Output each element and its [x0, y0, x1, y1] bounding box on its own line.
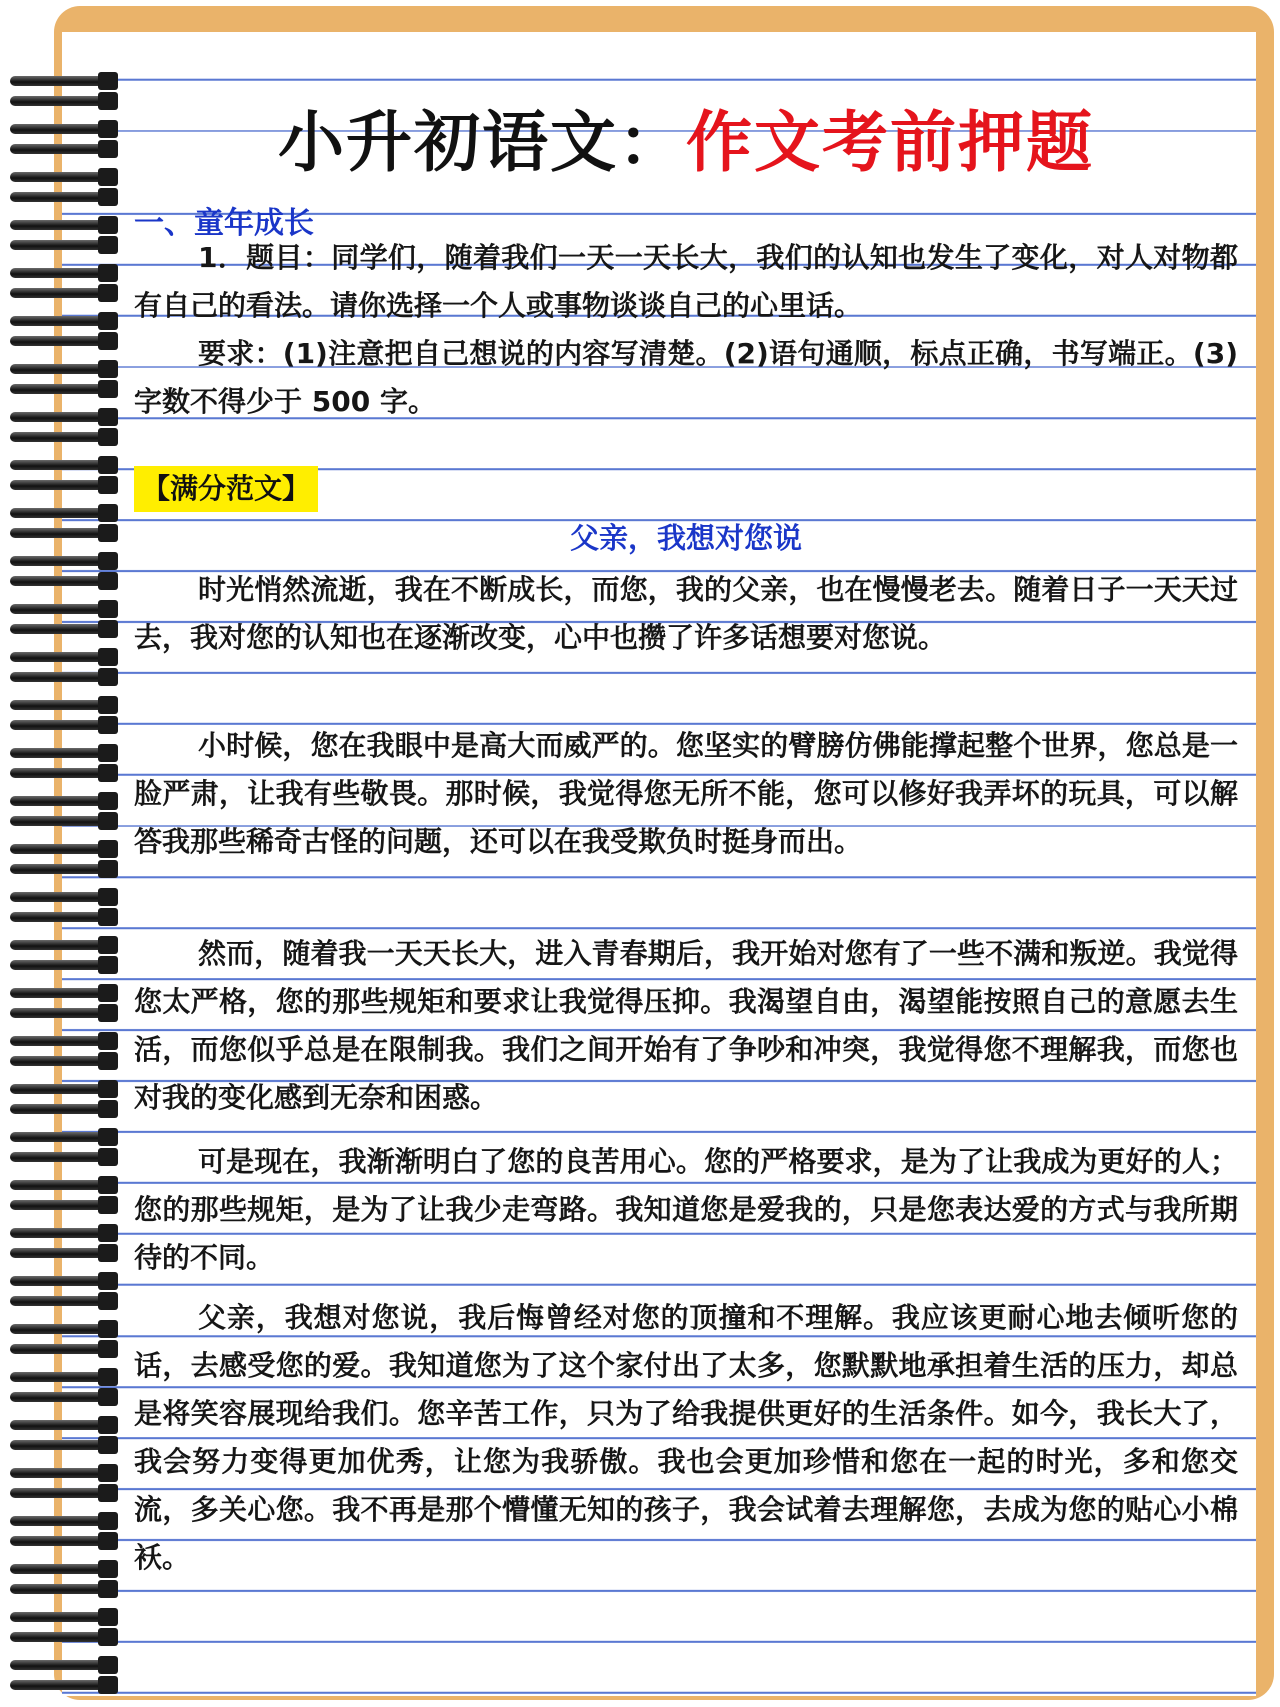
- binding-ring: [10, 1032, 114, 1050]
- binding-ring: [10, 380, 114, 398]
- title-part-2: 作文考前押题: [686, 104, 1094, 181]
- prompt-paragraph: 1．题目：同学们，随着我们一天一天长大，我们的认知也发生了变化，对人对物都有自己的看法。请你选择一个人或事物谈谈自己的心里话。: [134, 241, 1238, 322]
- title-part-1: 小升初语文：: [278, 104, 686, 181]
- binding-ring: [10, 504, 114, 522]
- essay-paragraph-3: 然而，随着我一天天长大，进入青春期后，我开始对您有了一些不满和叛逆。我觉得您太严格，您的那些规矩和要求让我觉得压抑。我渴望自由，渴望能按照自己的意愿去生活，而您似乎总是在限制我。我们之间开始有了争吵和冲突，我觉得您不理解我，而您也对我的变化感到无奈和困惑。: [134, 937, 1238, 1114]
- binding-ring: [10, 552, 114, 570]
- binding-ring: [10, 744, 114, 762]
- binding-ring: [10, 620, 114, 638]
- binding-ring: [10, 1464, 114, 1482]
- binding-ring: [10, 360, 114, 378]
- binding-ring: [10, 1676, 114, 1694]
- binding-ring: [10, 1004, 114, 1022]
- binding-ring: [10, 600, 114, 618]
- model-essay-badge: 【满分范文】: [134, 466, 318, 512]
- binding-ring: [10, 1628, 114, 1646]
- binding-ring: [10, 908, 114, 926]
- essay-paragraph-2: 小时候，您在我眼中是高大而威严的。您坚实的臂膀仿佛能撑起整个世界，您总是一脸严肃，让我有些敬畏。那时候，我觉得您无所不能，您可以修好我弄坏的玩具，可以解答我那些稀奇古怪的问题，还可以在我受欺负时挺身而出。: [134, 729, 1238, 858]
- binding-ring: [10, 1292, 114, 1310]
- binding-ring: [10, 1080, 114, 1098]
- binding-ring: [10, 1148, 114, 1166]
- binding-ring: [10, 860, 114, 878]
- binding-ring: [10, 1196, 114, 1214]
- binding-ring: [10, 284, 114, 302]
- binding-ring: [10, 984, 114, 1002]
- binding-ring: [10, 956, 114, 974]
- binding-ring: [10, 1580, 114, 1598]
- binding-ring: [10, 1484, 114, 1502]
- binding-ring: [10, 1340, 114, 1358]
- binding-ring: [10, 1320, 114, 1338]
- binding-ring: [10, 312, 114, 330]
- binding-ring: [10, 792, 114, 810]
- binding-ring: [10, 92, 114, 110]
- binding-ring: [10, 812, 114, 830]
- essay-paragraph-4: 可是现在，我渐渐明白了您的良苦用心。您的严格要求，是为了让我成为更好的人；您的那些规矩，是为了让我少走弯路。我知道您是爱我的，只是您表达爱的方式与我所期待的不同。: [134, 1145, 1238, 1274]
- binding-ring: [10, 1100, 114, 1118]
- binding-ring: [10, 764, 114, 782]
- page-title: [134, 98, 1238, 188]
- binding-ring: [10, 888, 114, 906]
- binding-ring: [10, 716, 114, 734]
- binding-ring: [10, 1052, 114, 1070]
- binding-ring: [10, 936, 114, 954]
- binding-ring: [10, 72, 114, 90]
- binding-ring: [10, 1608, 114, 1626]
- binding-ring: [10, 120, 114, 138]
- binding-ring: [10, 1436, 114, 1454]
- essay-paragraph-5: 父亲，我想对您说，我后悔曾经对您的顶撞和不理解。我应该更耐心地去倾听您的话，去感受您的爱。我知道您为了这个家付出了太多，您默默地承担着生活的压力，却总是将笑容展现给我们。您辛苦工作，只为了给我提供更好的生活条件。如今，我长大了，我会努力变得更加优秀，让您为我骄傲。我也会更加珍惜和您在一起的时光，多和您交流，多关心您。我不再是那个懵懂无知的孩子，我会试着去理解您，去成为您的贴心小棉袄。: [134, 1301, 1238, 1574]
- binding-ring: [10, 1416, 114, 1434]
- binding-ring: [10, 1388, 114, 1406]
- binding-ring: [10, 1272, 114, 1290]
- binding-ring: [10, 1224, 114, 1242]
- binding-ring: [10, 216, 114, 234]
- binding-ring: [10, 1560, 114, 1578]
- binding-ring: [10, 1176, 114, 1194]
- binding-ring: [10, 696, 114, 714]
- binding-ring: [10, 668, 114, 686]
- binding-ring: [10, 456, 114, 474]
- binding-ring: [10, 428, 114, 446]
- binding-ring: [10, 168, 114, 186]
- essay-paragraph-1: 时光悄然流逝，我在不断成长，而您，我的父亲，也在慢慢老去。随着日子一天天过去，我对您的认知也在逐渐改变，心中也攒了许多话想要对您说。: [134, 573, 1238, 654]
- requirement-paragraph: 要求：(1)注意把自己想说的内容写清楚。(2)语句通顺，标点正确，书写端正。(3)字数不得少于 500 字。: [134, 337, 1238, 418]
- binding-ring: [10, 264, 114, 282]
- spiral-binding: [0, 0, 120, 1707]
- binding-ring: [10, 188, 114, 206]
- binding-ring: [10, 1128, 114, 1146]
- binding-ring: [10, 408, 114, 426]
- binding-ring: [10, 840, 114, 858]
- binding-ring: [10, 1244, 114, 1262]
- section-heading: 一、童年成长: [134, 206, 314, 241]
- binding-ring: [10, 1512, 114, 1530]
- binding-ring: [10, 332, 114, 350]
- essay-title: 父亲，我想对您说: [569, 521, 802, 555]
- binding-ring: [10, 1368, 114, 1386]
- binding-ring: [10, 1532, 114, 1550]
- binding-ring: [10, 1656, 114, 1674]
- binding-ring: [10, 476, 114, 494]
- binding-ring: [10, 572, 114, 590]
- binding-ring: [10, 140, 114, 158]
- binding-ring: [10, 524, 114, 542]
- binding-ring: [10, 236, 114, 254]
- binding-ring: [10, 648, 114, 666]
